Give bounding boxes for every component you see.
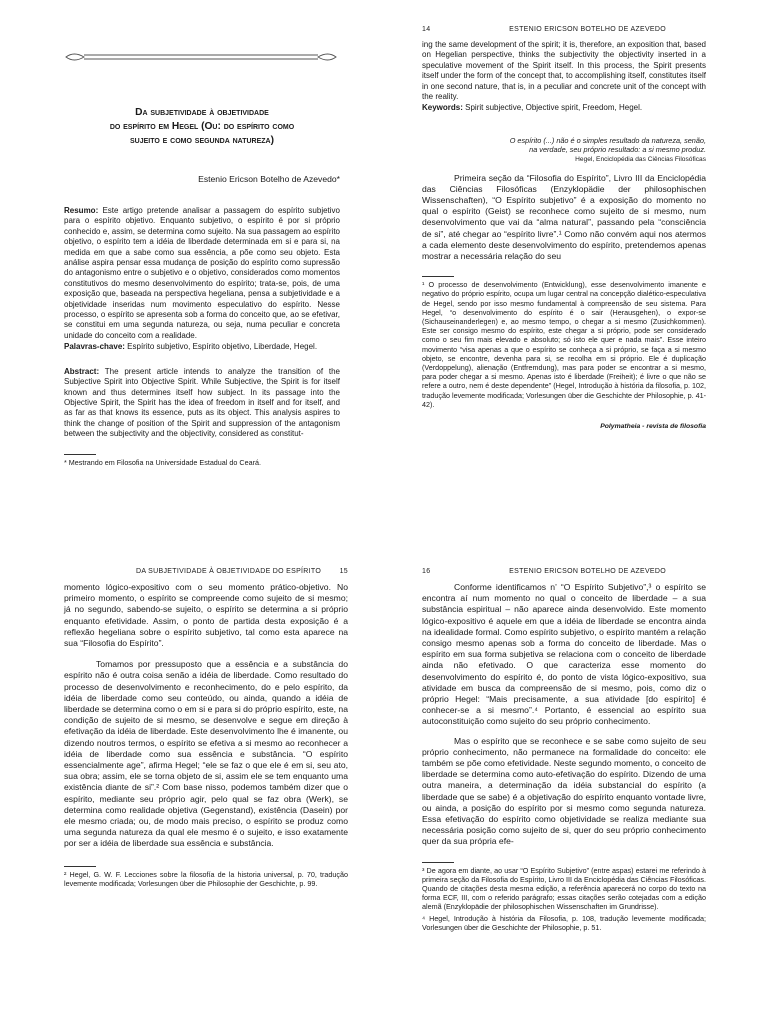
footnote-2: ² Hegel, G. W. F. Lecciones sobre la filosofía de la historia universal, p. 70, tradução levemente modificada; Vorlesungen über die Philosophie der Geschichte, p. 99. bbox=[64, 869, 348, 888]
footnote-1: ¹ O processo de desenvolvimento (Entwicklung), esse desenvolvimento imanente e negativo do próprio espírito, ocupa um lugar central na concepção dialético-especulativa de Hegel, sendo por isso mesmo fundamental à compreensão de seu sistema. Para Hegel, “o desenvolvimento do espírito é o sair (Herausgehen), o expor-se (Sichauseinanderlegen) e, ao mesmo tempo, o chegar a si mesmo (Zusichkommen). Este ser consigo mesmo do espírito, este chegar a si próprio, pode ser considerado como o seu fim mais elevado e absoluto; só isto ele quer e nada mais”. Esse inteiro movimento “visa apenas a que o espírito se conheça a si próprio, se faça a si mesmo objeto, se encontre, devenha para si, se recolha em si próprio. Ele é duplicação (Verdoppelung), alienação (Entfremdung), mas para poder se encontrar a si mesmo, para poder chegar a si mesmo. Apenas isto é liberdade (Freiheit); é livre o que não se refere a outro, nem é deste dependente” (Hegel, Introdução à história da filosofia, p. 102, tradução levemente modificada; Vorlesungen über die Geschichte der Philosophie, p. 41-42). bbox=[422, 280, 706, 409]
journal-name: Polymatheia - revista de filosofia bbox=[600, 423, 706, 431]
article-title: Da subjetividade à objetividade do espírito em Hegel (Ou: do espírito como sujeito e como segunda natureza) bbox=[109, 107, 295, 146]
running-header bbox=[422, 568, 706, 575]
page-1 bbox=[0, 0, 384, 512]
abstract-continued: ing the same development of the spirit; it is, therefore, an exposition that, based on Hegelian perspective, thinks the subjectivity the objectivity inserted in a speculative movement of the Spirit itself. In this process, the Spirit presents itself under the form of the concept that, to accomplishing itself, constitutes itself in one second nature, that is, in a peculiar and concrete unit of the concept with the reality. bbox=[422, 40, 706, 102]
page-4 bbox=[384, 512, 768, 1024]
palavras-chave: Palavras-chave: Espírito subjetivo, Espírito objetivo, Liberdade, Hegel. bbox=[64, 342, 318, 352]
page-3 bbox=[0, 512, 384, 1024]
body-paragraph-2: Mas o espírito que se reconhece e se sabe como sujeito de seu próprio conhecimento, não permanece na formalidade do conceito: ele também se põe como efetividade. Neste segundo momento, o conceito de liberdade se determina como auto-efetivação do espírito. Dizendo de uma outra maneira, a determinação da idéia substancial do espírito (a liberdade que se sabe) é a objetivação do espírito enquanto vontade livre, ou ainda, a posição do espírito por si mesmo como segunda natureza. Essa efetivação do espírito como objetividade se realiza mediante sua necessária posição como sujeito de si, quer do seu próprio conhecimento quer da sua própria efe- bbox=[422, 735, 706, 847]
author-footnote: * Mestrando em Filosofia na Universidade Estadual do Ceará. bbox=[64, 457, 261, 467]
resumo: Resumo: Este artigo pretende analisar a passagem do espírito subjetivo para o espírito objetivo. Enquanto subjetivo, o espírito é por si próprio conhecido e, assim, se determina como sujeito. Na sua passagem ao espírito objetivo, o espírito tem a idéia de liberdade determinada em si e para si, na medida em que a sabe como sua essência, a põe como seu objeto. Esta análise aspira pensar essa mudança de posição do espírito como supressão do antagonismo entre o subjetivo e o objetivo, considerados como momentos constitutivos do mesmo desenvolvimento do espírito; trata-se, pois, de uma exposição que, baseada na perspectiva hegeliana, pensa a subjetividade e a objetividade inseridas num movimento especulativo do espírito. Nesse processo, o espírito se apresenta sob a forma do conceito que, ao se efetivar, se constitui em uma segunda natureza, ou seja, numa peculiar e concreta unidade do conceito com a realidade. bbox=[64, 206, 340, 340]
author-name: Estenio Ericson Botelho de Azevedo* bbox=[198, 174, 340, 184]
body-paragraph-2: Tomamos por pressuposto que a essência e a substância do espírito não é outra coisa senão a idéia de liberdade. Como resultado do processo de desenvolvimento e reconhecimento, do e pelo espírito, da idéia de liberdade como seu conteúdo, ou ainda, quando a idéia de liberdade se determina como o em si e para si do próprio espírito, este, na condição de sujeito de si mesmo, se desenvolve e segue em direção à efetivação da idéia de liberdade. Este desenvolvimento lhe é imanente, ou dizendo noutros termos, o espírito se efetiva a si mesmo ao reconhecer a idéia de liberdade como sua essência e substância. “O espírito essencialmente age”, afirma Hegel; “ele se faz o que ele é em si, seu ato, sua obra; assim, ele se torna objeto de si, assim ele se tem enquanto uma existência diante de si”.² Com base nisso, podemos também dizer que o espírito, mediante seu próprio agir, pelo qual se faz obra (Werk), se determina como realidade objetiva (Gegenstand), existência (Dasein) por ele mesmo criada; ou, de modo mais preciso, o espírito se produz como uma segunda natureza da qual ele mesmo é o sujeito, e isso exatamente por ser a idéia de liberdade sua essência e substância. bbox=[64, 659, 348, 849]
running-head: DA SUBJETIVIDADE À OBJETIVIDADE DO ESPÍRITO bbox=[136, 568, 322, 575]
body-paragraph: Primeira seção da “Filosofia do Espírito”, Livro III da Enciclopédia das Ciências Filosóficas (Enzyklopädie der philosophischen Wissenschaften), “O Espírito subjetivo” é a exposição do momento no qual o espírito (Geist) se reconhece como sujeito de si mesmo, num desenvolvimento que vai da “alma natural”, passando pela “consciência de si”, até chegar ao “espírito livre”.¹ Como não convém aqui nos atermos a cada elemento deste desenvolvimento do espírito, pretendemos apenas mostrar a necessária relação do seu bbox=[422, 172, 706, 262]
page-number: 14 bbox=[422, 26, 431, 33]
epigraph: O espírito (...) não é o simples resultado da natureza, senão, na verdade, seu próprio resultado: a si mesmo produz. Hegel, Enciclopédia das Ciências Filosóficas bbox=[509, 135, 706, 164]
page-2 bbox=[384, 0, 768, 512]
running-head: ESTENIO ERICSON BOTELHO DE AZEVEDO bbox=[509, 568, 666, 575]
page-number: 15 bbox=[339, 568, 348, 575]
running-header bbox=[422, 26, 706, 33]
page-number: 16 bbox=[422, 568, 431, 575]
footnote-rule bbox=[64, 454, 96, 455]
body-paragraph-1: momento lógico-expositivo com o seu momento prático-objetivo. No primeiro momento, o espírito se compreende como sujeito de si mesmo; já no segundo, sabendo-se sujeito, o espírito se determina a si próprio enquanto efetividade. Assim, o ponto de partida desta exposição é a reflexão hegeliana sobre o espírito subjetivo, tal como esta aparece na sua “Filosofia do Espírito”. bbox=[64, 582, 348, 649]
footnote-4: ⁴ Hegel, Introdução à história da Filosofia, p. 108, tradução levemente modificada; Vorlesungen über die Geschichte der Philosophie, p. 51. bbox=[422, 913, 706, 932]
ornament-divider-icon bbox=[60, 50, 342, 64]
footnote-rule bbox=[64, 866, 96, 867]
running-header bbox=[64, 568, 348, 575]
keywords: Keywords: Spirit subjective, Objective spirit, Freedom, Hegel. bbox=[422, 103, 643, 113]
footnote-rule bbox=[422, 862, 454, 863]
footnote-rule bbox=[422, 276, 454, 277]
body-paragraph-1: Conforme identificamos n’ “O Espírito Subjetivo”,³ o espírito se encontra aí num momento no qual o conceito de liberdade – a sua substância espiritual – não aparece ainda desenvolvido. Este momento lógico-expositivo é aquele em que a idéia de liberdade se encontra ainda na idealidade formal. Como espírito subjetivo, o espírito mantém a relação consigo mesmo apenas sob a forma do conceito de liberdade. Mas o espírito em sua forma subjetiva se relaciona com o conceito de liberdade ainda não efetivado. O que caracteriza esse momento do desenvolvimento do espírito é, do ponto de vista lógico-expositivo, sua atividade em busca da compreensão de si mesmo, pois, como diz o próprio Hegel: “Mais precisamente, a sua atividade [do espírito] é conhecer-se a si mesmo”.⁴ Portanto, é essencial ao espírito sua autoconstituição como sujeito do seu próprio conhecimento. bbox=[422, 582, 706, 727]
running-head: ESTENIO ERICSON BOTELHO DE AZEVEDO bbox=[509, 26, 666, 33]
abstract: Abstract: The present article intends to analyze the transition of the Subjective Spirit into Objective Spirit. While Subjective, the Spirit is for itself known and thus determines itself how subject. In its passage into the Objective Spirit, the Spirit has the idea of freedom in itself and for itself, and as far as that knows its essence, puts as its object. This analysis aspires to think the change of position of the Spirit and suppression of the antagonism between the subjectivity and the objectivity, considered as constitut- bbox=[64, 366, 340, 439]
footnote-3: ³ De agora em diante, ao usar “O Espírito Subjetivo” (entre aspas) estarei me referindo à primeira seção da Filosofia do Espírito, Livro III da Enciclopédia das Ciências Filosóficas. Quando de citações desta mesma edição, a referência aparecerá no corpo do texto na forma ECF, III, com o referido parágrafo; essas citações serão cotejadas com a edição alemã (Enzyklopädie der philosophischen Wissenschaften im Grundrisse). bbox=[422, 865, 706, 912]
